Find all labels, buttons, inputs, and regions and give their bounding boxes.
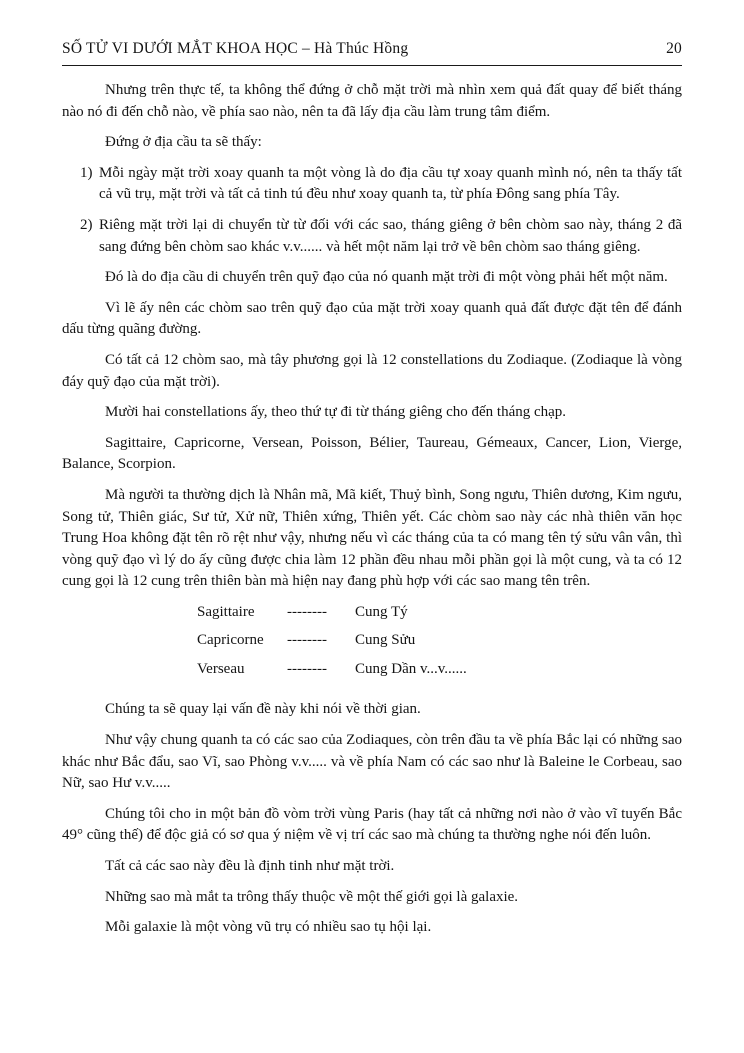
paragraph-fixed-stars: Tất cả các sao này đều là định tinh như mặt trời.: [105, 857, 395, 874]
paragraph-paris-map: Chúng tôi cho in một bản đồ vòm trời vùng Paris (hay tất cả những nơi nào ở vào vĩ tuyến Bắc 49° cũng thế) để độc giả có sơ qua ý niệm về vị trí các sao mà chúng ta thường nghe nói đến luôn.: [62, 805, 682, 844]
paragraph-orbit-year: Đó là do địa cầu di chuyển trên quỹ đạo của nó quanh mặt trời đi một vòng phải hết một năm.: [105, 269, 668, 286]
paragraph-intro: Nhưng trên thực tế, ta không thể đứng ở chỗ mặt trời mà nhìn xem quả đất quay để biết tháng nào nó đi đến chỗ nào, về phía sao nào, nên ta đã lấy địa cầu làm trung tâm điểm.: [62, 82, 682, 120]
paragraph-12-constellations: Có tất cả 12 chòm sao, mà tây phương gọi là 12 constellations du Zodiaque. (Zodiaque là vòng đáy quỹ đạo của mặt trời).: [62, 351, 682, 390]
page-number: 20: [666, 40, 682, 57]
zodiac-sign: Verseau: [197, 660, 245, 677]
list-item-1-text: Mỗi ngày mặt trời xoay quanh ta một vòng là do địa cầu tự xoay quanh mình nó, nên ta thấy tất cả vũ trụ, mặt trời và tất cả tinh tú đều như xoay quanh ta, từ phía Đông sang phía Tây.: [99, 164, 682, 203]
zodiac-sign: Capricorne: [197, 632, 264, 649]
cung-name: Cung Tý: [355, 603, 408, 620]
dash-separator: --------: [287, 660, 327, 677]
page-header: [62, 40, 682, 66]
numbered-item-2: [62, 215, 682, 258]
paragraph-galaxie-def: Mỗi galaxie là một vòng vũ trụ có nhiều sao tụ hội lại.: [105, 919, 432, 936]
paragraph-lead-in: Đứng ở địa cầu ta sẽ thấy:: [105, 134, 262, 151]
table-row: [197, 659, 682, 688]
dash-separator: --------: [287, 632, 327, 649]
paragraph-order: Mười hai constellations ấy, theo thứ tự đi từ tháng giêng cho đến tháng chạp.: [105, 404, 567, 421]
paragraph-return-later: Chúng ta sẽ quay lại vấn đề này khi nói về thời gian.: [105, 701, 421, 718]
list-marker-1: 1): [80, 164, 93, 181]
list-item-2-text: Riêng mặt trời lại di chuyển từ từ đối với các sao, tháng giêng ở bên chòm sao này, tháng 2 đã sang đứng bên chòm sao khác v.v...... và hết một năm lại trở về bên chòm sao tháng giêng.: [99, 216, 682, 255]
numbered-item-1: [62, 163, 682, 206]
table-row: [197, 630, 682, 659]
paragraph-constellation-names: Sagittaire, Capricorne, Versean, Poisson, Bélier, Taureau, Gémeaux, Cancer, Lion, Vierge, Balance, Scorpion.: [62, 434, 682, 473]
table-row: [197, 602, 682, 631]
paragraph-galaxie: Những sao mà mắt ta trông thấy thuộc về một thế giới gọi là galaxie.: [105, 888, 519, 905]
page-body: [62, 80, 682, 939]
list-marker-2: 2): [80, 216, 93, 233]
paragraph-naming: Vì lẽ ấy nên các chòm sao trên quỹ đạo của mặt trời xoay quanh quả đất được đặt tên để đánh dấu từng quãng đường.: [62, 299, 682, 338]
dash-separator: --------: [287, 603, 327, 620]
paragraph-other-stars: Như vậy chung quanh ta có các sao của Zodiaques, còn trên đầu ta về phía Bắc lại có những sao khác như Bắc đẩu, sao Vĩ, sao Phòng v.v..... và về phía Nam có các sao như là Baleine le Corbeau, sao Nữ, sao Hư v.v.....: [62, 731, 682, 792]
running-title: SỐ TỬ VI DƯỚI MẮT KHOA HỌC – Hà Thúc Hồng: [62, 40, 409, 57]
paragraph-translations: Mà người ta thường dịch là Nhân mã, Mã kiết, Thuỷ bình, Song ngưu, Thiên dương, Kim ngưu, Song tử, Thiên giác, Sư tử, Xử nữ, Thiên xứng, Thiên yết. Các chòm sao này các nhà thiên văn học Trung Hoa không đặt tên rõ rệt như vậy, nhưng nếu vì các tháng của ta có mang tên tý sửu vân vân, thì vòng quỹ đạo vì lý do ấy cũng được chia làm 12 phần đều nhau mỗi phần gọi là một cung, và ta có 12 cung gọi là 12 cung trên thiên bàn mà hiện nay đang phù hợp với các sao mang tên trên.: [62, 486, 682, 590]
cung-name: Cung Sửu: [355, 632, 416, 649]
zodiac-sign: Sagittaire: [197, 603, 255, 620]
zodiac-mapping-table: [197, 602, 682, 688]
cung-name: Cung Dần v...v......: [355, 660, 467, 677]
